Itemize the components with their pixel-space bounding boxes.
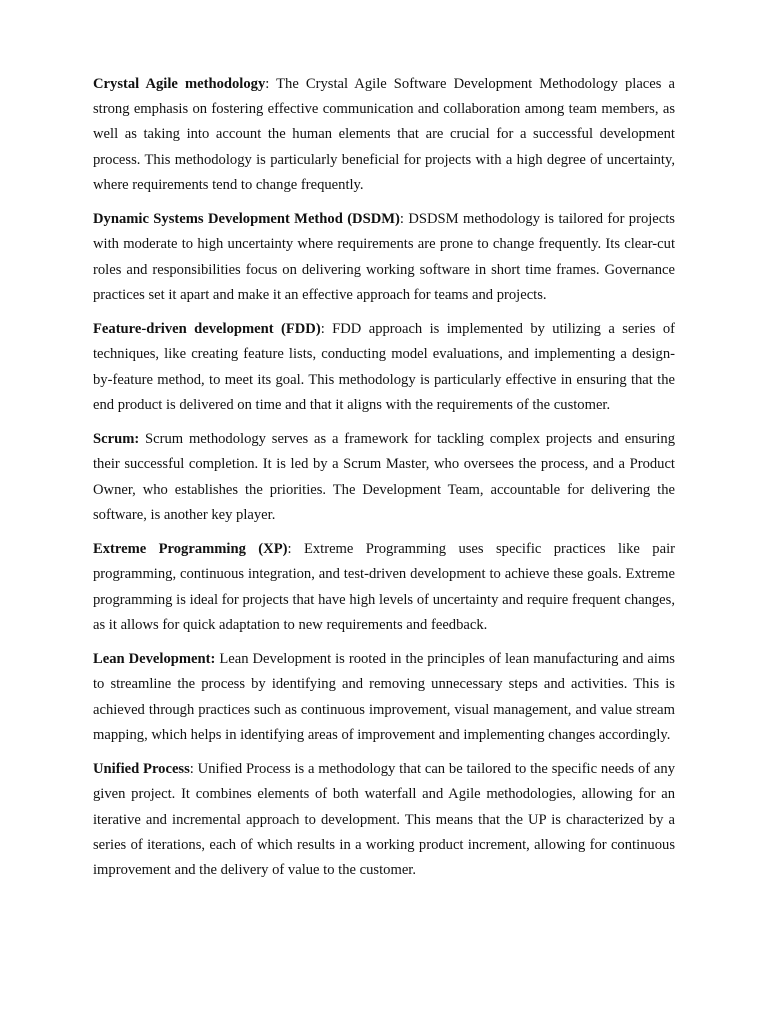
paragraph-unified-process	[93, 757, 675, 883]
paragraph-text: Lean Development is rooted in the principles of lean manufacturing and aims to streamline the process by identifying and removing unnecessary steps and activities. This is achieved through practices such as continuous improvement, visual management, and value stream mapping, which helps in identifying areas of improvement and implementing changes accordingly.	[93, 651, 675, 743]
paragraph-term: Unified Process	[93, 761, 190, 778]
paragraph-term: Feature-driven development (FDD)	[93, 321, 321, 338]
paragraph-text: : Extreme Programming uses specific practices like pair programming, continuous integration, and test-driven development to achieve these goals. Extreme programming is ideal for projects that have high levels of uncertainty and require frequent changes, as it allows for quick adaptation to new requirements and feedback.	[93, 541, 675, 633]
paragraph-crystal-agile	[93, 72, 675, 198]
paragraph-dsdm	[93, 207, 675, 308]
paragraph-scrum	[93, 427, 675, 528]
paragraph-xp	[93, 537, 675, 638]
document-page	[93, 72, 675, 892]
paragraph-text: : Unified Process is a methodology that can be tailored to the specific needs of any given project. It combines elements of both waterfall and Agile methodologies, allowing for an iterative and incremental approach to development. This means that the UP is characterized by a series of iterations, each of which results in a working product increment, allowing for continuous improvement and the delivery of value to the customer.	[93, 761, 675, 879]
paragraph-text: : The Crystal Agile Software Development Methodology places a strong emphasis on fostering effective communication and collaboration among team members, as well as taking into account the human elements that are crucial for a successful development process. This methodology is particularly beneficial for projects with a high degree of uncertainty, where requirements tend to change frequently.	[93, 76, 675, 193]
paragraph-text: : FDD approach is implemented by utilizing a series of techniques, like creating feature lists, conducting model evaluations, and implementing a design-by-feature method, to meet its goal. This methodology is particularly effective in ensuring that the end product is delivered on time and that it aligns with the requirements of the customer.	[93, 321, 675, 413]
paragraph-term: Crystal Agile methodology	[93, 76, 266, 92]
paragraph-term: Lean Development:	[93, 651, 216, 668]
paragraph-lean	[93, 647, 675, 748]
paragraph-term: Scrum:	[93, 431, 140, 448]
paragraph-text: : DSDSM methodology is tailored for projects with moderate to high uncertainty where requirements are prone to change frequently. Its clear-cut roles and responsibilities focus on delivering working software in short time frames. Governance practices set it apart and make it an effective approach for teams and projects.	[93, 211, 675, 303]
paragraph-term: Extreme Programming (XP)	[93, 541, 288, 558]
paragraph-term: Dynamic Systems Development Method (DSDM)	[93, 211, 400, 228]
paragraph-fdd	[93, 317, 675, 418]
paragraph-text: Scrum methodology serves as a framework for tackling complex projects and ensuring their successful completion. It is led by a Scrum Master, who oversees the process, and a Product Owner, who establishes the priorities. The Development Team, accountable for delivering the software, is another key player.	[93, 431, 675, 523]
